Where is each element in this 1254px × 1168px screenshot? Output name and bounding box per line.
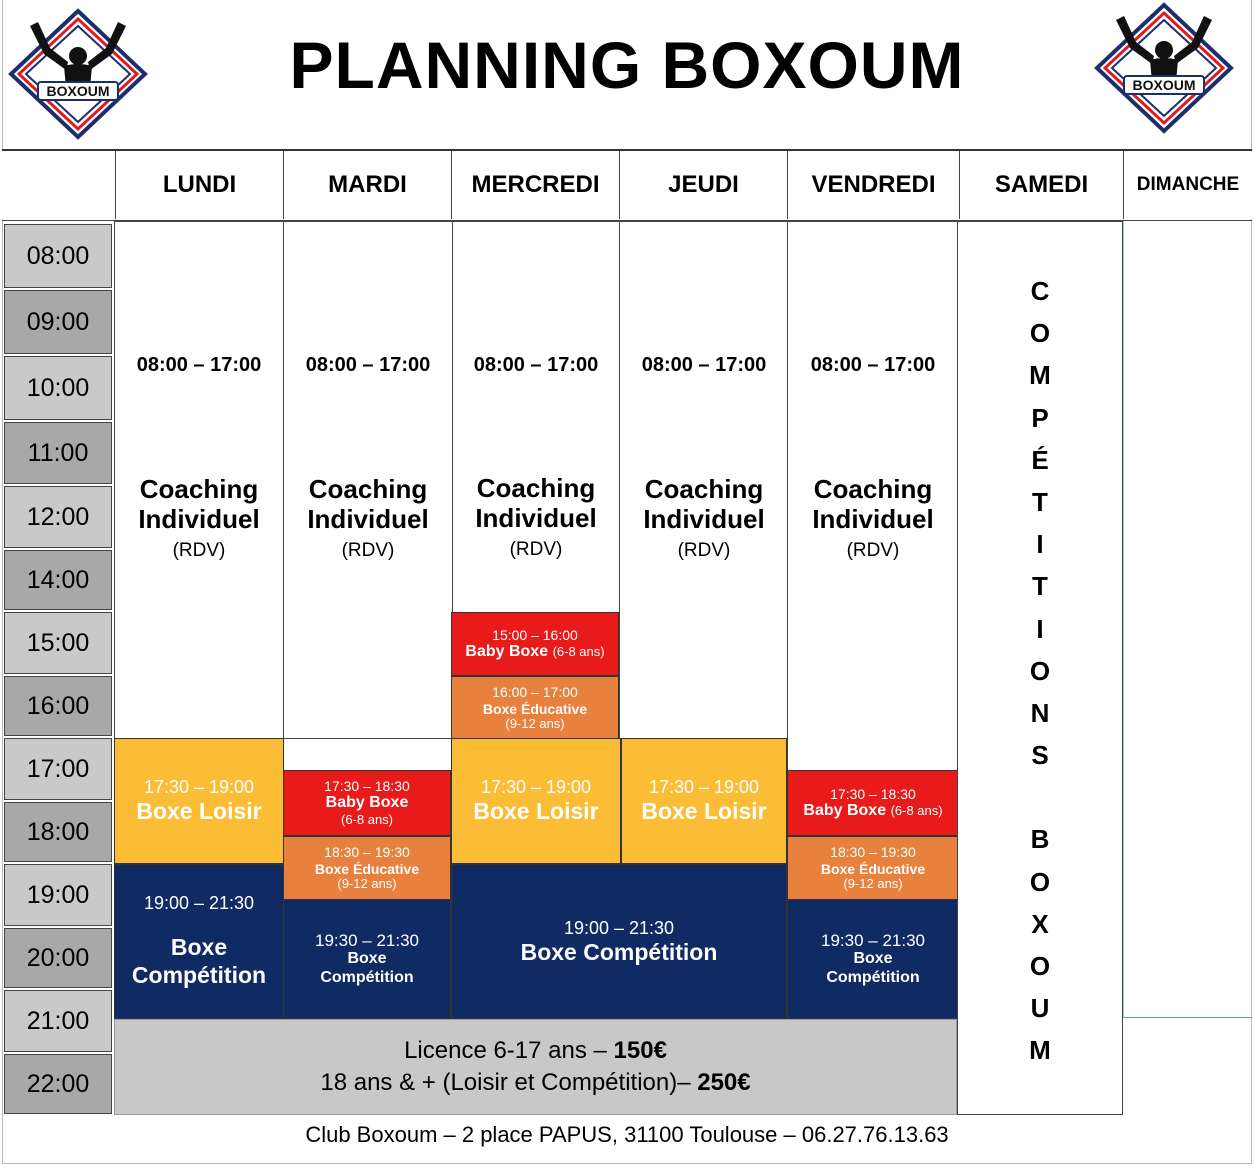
session-name: Boxe Éducative bbox=[314, 860, 420, 877]
session-name: Boxe Éducative bbox=[482, 700, 588, 717]
coaching-rdv: (RDV) bbox=[846, 540, 900, 561]
coaching-label-1: Coaching bbox=[139, 474, 259, 504]
vertical-letter: T bbox=[1032, 571, 1048, 602]
coaching-mercredi bbox=[452, 221, 620, 613]
samedi-vertical-text bbox=[958, 270, 1122, 1072]
licence-pricing bbox=[114, 1019, 957, 1115]
licence-label-1: Licence 6-17 ans – bbox=[404, 1037, 614, 1064]
vertical-letter: P bbox=[1031, 402, 1049, 433]
session-boxe-competition-lundi bbox=[114, 864, 284, 1019]
session-time: 17:30 – 19:00 bbox=[648, 777, 760, 798]
vertical-letter: O bbox=[1029, 318, 1051, 349]
vertical-letter: B bbox=[1030, 824, 1050, 855]
time-slot: 22:00 bbox=[4, 1054, 112, 1114]
session-time: 19:30 – 21:30 bbox=[821, 930, 925, 950]
licence-price-2: 250€ bbox=[697, 1069, 751, 1096]
vertical-letter: T bbox=[1032, 487, 1048, 518]
coaching-jeudi bbox=[619, 221, 789, 739]
session-time: 18:30 – 19:30 bbox=[830, 844, 916, 861]
header-samedi: SAMEDI bbox=[960, 151, 1124, 219]
page-title: PLANNING BOXOUM bbox=[289, 28, 965, 102]
vertical-letter: M bbox=[1029, 1035, 1051, 1066]
time-slot: 15:00 bbox=[4, 612, 112, 674]
session-name: Baby Boxe bbox=[465, 642, 549, 660]
session-time: 18:30 – 19:30 bbox=[324, 844, 410, 861]
coaching-rdv: (RDV) bbox=[341, 540, 395, 561]
time-slot: 11:00 bbox=[4, 422, 112, 484]
vertical-letter: N bbox=[1030, 698, 1050, 729]
session-time: 15:00 – 16:00 bbox=[492, 626, 578, 643]
time-slot: 21:00 bbox=[4, 990, 112, 1052]
header-vendredi: VENDREDI bbox=[788, 151, 960, 219]
session-name: Boxe Loisir bbox=[641, 798, 767, 825]
header-corner bbox=[2, 151, 116, 219]
coaching-rdv: (RDV) bbox=[172, 540, 226, 561]
session-time: 16:00 – 17:00 bbox=[492, 684, 578, 701]
header-mardi: MARDI bbox=[284, 151, 452, 219]
session-boxe-loisir-lundi bbox=[114, 738, 284, 864]
session-name-2: Compétition bbox=[131, 962, 267, 989]
coaching-vendredi bbox=[787, 221, 959, 771]
session-time: 19:00 – 21:30 bbox=[563, 917, 675, 938]
session-baby-boxe-mercredi bbox=[451, 612, 619, 676]
header-dimanche: DIMANCHE bbox=[1124, 151, 1252, 219]
header-mercredi: MERCREDI bbox=[452, 151, 620, 219]
coaching-label-2: Individuel bbox=[812, 504, 934, 534]
time-slot: 12:00 bbox=[4, 486, 112, 548]
session-time: 17:30 – 19:00 bbox=[480, 777, 592, 798]
vertical-letter: É bbox=[1031, 444, 1049, 475]
time-slot: 20:00 bbox=[4, 928, 112, 988]
session-boxe-competition-mardi bbox=[283, 899, 451, 1019]
session-time: 17:30 – 18:30 bbox=[830, 785, 916, 802]
logo-left-text: BOXOUM bbox=[46, 83, 110, 99]
time-slot: 16:00 bbox=[4, 676, 112, 736]
coaching-label-1: Coaching bbox=[308, 474, 428, 504]
session-name-1: Boxe bbox=[853, 950, 893, 968]
session-name-1: Boxe bbox=[347, 950, 387, 968]
footer-contact: Club Boxoum – 2 place PAPUS, 31100 Toulouse – 06.27.76.13.63 bbox=[305, 1122, 949, 1147]
session-age: (6-8 ans) bbox=[890, 802, 943, 818]
vertical-letter: X bbox=[1031, 908, 1049, 939]
coaching-label-1: Coaching bbox=[476, 473, 596, 503]
session-boxe-educative-mercredi bbox=[451, 676, 619, 740]
coaching-label-1: Coaching bbox=[644, 474, 764, 504]
session-boxe-competition-vendredi bbox=[787, 899, 959, 1019]
session-baby-boxe-mardi bbox=[283, 770, 451, 836]
session-boxe-loisir-mercredi bbox=[451, 738, 621, 864]
licence-label-2: 18 ans & + (Loisir et Compétition)– bbox=[320, 1069, 698, 1096]
coaching-rdv: (RDV) bbox=[677, 540, 731, 561]
coaching-time: 08:00 – 17:00 bbox=[136, 354, 262, 376]
session-name: Boxe Loisir bbox=[473, 798, 599, 825]
session-boxe-loisir-jeudi bbox=[621, 738, 787, 864]
session-boxe-educative-vendredi bbox=[787, 836, 959, 900]
session-name: Boxe Éducative bbox=[820, 860, 926, 877]
boxoum-logo-left bbox=[8, 8, 148, 140]
time-slot: 19:00 bbox=[4, 864, 112, 926]
samedi-competitions bbox=[957, 221, 1123, 1115]
vertical-letter: C bbox=[1030, 276, 1050, 306]
session-age: (9-12 ans) bbox=[843, 875, 903, 891]
dimanche-column bbox=[1123, 221, 1252, 1018]
time-slot: 18:00 bbox=[4, 802, 112, 862]
vertical-letter: S bbox=[1031, 740, 1049, 771]
coaching-time: 08:00 – 17:00 bbox=[810, 354, 936, 376]
vertical-letter: U bbox=[1030, 993, 1050, 1024]
session-boxe-competition-mercredi-jeudi bbox=[451, 864, 787, 1019]
coaching-label-2: Individuel bbox=[643, 504, 765, 534]
vertical-letter: I bbox=[1036, 529, 1044, 560]
coaching-time: 08:00 – 17:00 bbox=[305, 354, 431, 376]
time-slot: 17:00 bbox=[4, 738, 112, 800]
coaching-mardi bbox=[283, 221, 453, 739]
coaching-lundi bbox=[114, 221, 284, 739]
coaching-time: 08:00 – 17:00 bbox=[641, 354, 767, 376]
session-name-1: Boxe bbox=[170, 933, 228, 960]
time-slot: 14:00 bbox=[4, 550, 112, 610]
session-baby-boxe-vendredi bbox=[787, 770, 959, 836]
logo-right-text: BOXOUM bbox=[1132, 77, 1196, 93]
vertical-letter: O bbox=[1029, 655, 1051, 686]
coaching-label-2: Individuel bbox=[138, 504, 260, 534]
coaching-label-2: Individuel bbox=[475, 503, 597, 533]
header-jeudi: JEUDI bbox=[620, 151, 788, 219]
session-age: (6-8 ans) bbox=[552, 643, 605, 659]
time-slot: 09:00 bbox=[4, 290, 112, 354]
session-name: Boxe Compétition bbox=[520, 938, 718, 965]
header-lundi: LUNDI bbox=[116, 151, 284, 219]
coaching-label-1: Coaching bbox=[813, 474, 933, 504]
vertical-letter: M bbox=[1029, 360, 1051, 391]
vertical-letter: O bbox=[1029, 951, 1051, 982]
coaching-label-2: Individuel bbox=[307, 504, 429, 534]
session-name-2: Compétition bbox=[826, 968, 920, 986]
vertical-letter: I bbox=[1036, 613, 1044, 644]
session-name: Baby Boxe bbox=[325, 794, 409, 812]
session-time: 19:00 – 21:30 bbox=[143, 893, 255, 913]
session-time: 17:30 – 19:00 bbox=[143, 777, 255, 798]
vertical-letter: O bbox=[1029, 866, 1051, 897]
session-age: (6-8 ans) bbox=[340, 811, 394, 827]
session-age: (9-12 ans) bbox=[337, 875, 397, 891]
licence-line-2 bbox=[320, 1067, 750, 1099]
session-time: 17:30 – 18:30 bbox=[324, 778, 410, 795]
coaching-rdv: (RDV) bbox=[509, 539, 563, 560]
coaching-time: 08:00 – 17:00 bbox=[473, 354, 599, 376]
session-boxe-educative-mardi bbox=[283, 836, 451, 900]
session-name: Baby Boxe bbox=[803, 801, 887, 819]
time-slot: 08:00 bbox=[4, 224, 112, 288]
session-name-2: Compétition bbox=[320, 968, 414, 986]
boxoum-logo-right bbox=[1094, 2, 1234, 134]
session-time: 19:30 – 21:30 bbox=[315, 930, 419, 950]
licence-price-1: 150€ bbox=[613, 1037, 667, 1064]
session-name: Boxe Loisir bbox=[136, 798, 262, 825]
session-age: (9-12 ans) bbox=[505, 715, 565, 731]
time-slot: 10:00 bbox=[4, 356, 112, 420]
licence-line-1 bbox=[404, 1035, 667, 1067]
